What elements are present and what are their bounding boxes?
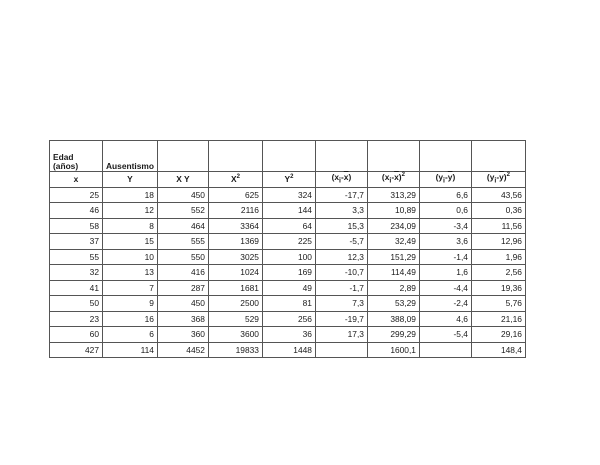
header-empty: [208, 141, 262, 172]
table-cell: 36: [262, 327, 315, 343]
header-x-deviation-squared-exp: 2: [401, 172, 405, 179]
table-row: [50, 296, 526, 312]
header-x-deviation-sub: i: [339, 178, 341, 186]
table-row: [50, 203, 526, 219]
table-cell: 25: [50, 187, 103, 203]
header-x-deviation-squared: [367, 172, 419, 188]
table-row: [50, 311, 526, 327]
header-y: Y: [103, 172, 158, 188]
header-x-deviation-squared-sub: i: [389, 178, 392, 186]
table-cell: 16: [103, 311, 158, 327]
header-y-deviation: [419, 172, 471, 188]
table-cell: 2,56: [471, 265, 525, 281]
table-cell: 1,6: [419, 265, 471, 281]
table-cell: 50: [50, 296, 103, 312]
header-x-deviation-pre: (x: [331, 172, 340, 183]
header-y-deviation-squared-mid: -: [496, 172, 500, 183]
table-cell: -2,4: [419, 296, 471, 312]
table-cell: 12,96: [471, 234, 525, 250]
table-cell: 19,36: [471, 280, 525, 296]
table-cell: 11,56: [471, 218, 525, 234]
totals-row: [50, 342, 526, 358]
table-cell: 550: [157, 249, 208, 265]
table-cell: 3364: [208, 218, 262, 234]
table-cell: -3,4: [419, 218, 471, 234]
table-cell: 41: [50, 280, 103, 296]
table-cell: 81: [262, 296, 315, 312]
table-cell: 256: [262, 311, 315, 327]
header-empty: [262, 141, 315, 172]
total-cell: [315, 342, 367, 358]
table-cell: 29,16: [471, 327, 525, 343]
table-row: [50, 234, 526, 250]
table-cell: 1,96: [471, 249, 525, 265]
table-cell: 464: [157, 218, 208, 234]
table-cell: 53,29: [367, 296, 419, 312]
table-cell: 416: [157, 265, 208, 281]
header-edad: [50, 141, 103, 172]
table-cell: 58: [50, 218, 103, 234]
table-cell: 6,6: [419, 187, 471, 203]
table-cell: 388,09: [367, 311, 419, 327]
table-cell: 55: [50, 249, 103, 265]
table-cell: 13: [103, 265, 158, 281]
header-y-deviation-squared: [471, 172, 525, 188]
table-cell: -10,7: [315, 265, 367, 281]
table-cell: 114,49: [367, 265, 419, 281]
total-cell: 148,4: [471, 342, 525, 358]
table-cell: 4,6: [419, 311, 471, 327]
table-row: [50, 280, 526, 296]
header-empty: [419, 141, 471, 172]
header-y-deviation-mid: -: [445, 172, 448, 183]
header-empty: [367, 141, 419, 172]
table-cell: 6: [103, 327, 158, 343]
header-y-deviation-squared-post: ): [503, 172, 507, 183]
table-cell: -19,7: [315, 311, 367, 327]
table-cell: 2,89: [367, 280, 419, 296]
table-cell: 18: [103, 187, 158, 203]
table-row: [50, 327, 526, 343]
table-cell: 7: [103, 280, 158, 296]
header-x-deviation-squared-pre: (x: [381, 172, 390, 183]
table-cell: 368: [157, 311, 208, 327]
table-cell: 21,16: [471, 311, 525, 327]
table-cell: 17,3: [315, 327, 367, 343]
table-cell: 169: [262, 265, 315, 281]
table-cell: 12: [103, 203, 158, 219]
header-x-deviation-squared-mid: -: [391, 172, 395, 183]
table-cell: 225: [262, 234, 315, 250]
header-y-deviation-sub: i: [443, 178, 445, 186]
header-empty: [471, 141, 525, 172]
header-x-squared-base: X: [230, 174, 237, 185]
table-cell: 43,56: [471, 187, 525, 203]
header-row-symbols: [50, 172, 526, 188]
header-ausentismo: Ausentismo: [103, 141, 158, 172]
table-cell: -17,7: [315, 187, 367, 203]
table-row: [50, 187, 526, 203]
total-cell: 114: [103, 342, 158, 358]
table-cell: 5,76: [471, 296, 525, 312]
table-cell: 234,09: [367, 218, 419, 234]
header-edad-line1: Edad: [53, 152, 74, 163]
table-cell: 15,3: [315, 218, 367, 234]
table-cell: 450: [157, 187, 208, 203]
table-cell: 1024: [208, 265, 262, 281]
header-row-labels: [50, 141, 526, 172]
table-cell: 450: [157, 296, 208, 312]
header-x-deviation-squared-post: ): [398, 172, 402, 183]
header-empty: [157, 141, 208, 172]
total-cell: 1600,1: [367, 342, 419, 358]
total-cell: 4452: [157, 342, 208, 358]
header-x-squared: [208, 172, 262, 188]
header-y-squared-exp: 2: [290, 174, 294, 181]
header-edad-line2: (años): [53, 160, 79, 171]
table-cell: 552: [157, 203, 208, 219]
table-cell: 555: [157, 234, 208, 250]
table-cell: 64: [262, 218, 315, 234]
total-cell: 19833: [208, 342, 262, 358]
table-cell: -1,7: [315, 280, 367, 296]
table-cell: 2500: [208, 296, 262, 312]
table-cell: 100: [262, 249, 315, 265]
header-y-deviation-bar: $\overline{y}$: [447, 172, 453, 183]
header-y-deviation-post: ): [452, 172, 456, 183]
table-row: [50, 218, 526, 234]
table-cell: 10,89: [367, 203, 419, 219]
table-cell: 9: [103, 296, 158, 312]
header-x-deviation-squared-bar: $\overline{x}$: [394, 172, 399, 183]
table-cell: -5,7: [315, 234, 367, 250]
header-x: x: [50, 172, 103, 188]
header-x-deviation-bar: $\overline{x}$: [343, 172, 349, 183]
data-table-container: [49, 140, 526, 358]
table-row: [50, 249, 526, 265]
header-x-deviation-mid: -: [341, 172, 344, 183]
table-cell: 3600: [208, 327, 262, 343]
table-cell: 625: [208, 187, 262, 203]
table-cell: 32,49: [367, 234, 419, 250]
table-cell: 3,6: [419, 234, 471, 250]
table-cell: 1369: [208, 234, 262, 250]
table-cell: 7,3: [315, 296, 367, 312]
header-y-deviation-squared-sub: i: [494, 178, 497, 186]
table-cell: 360: [157, 327, 208, 343]
table-cell: 8: [103, 218, 158, 234]
header-xy: X Y: [157, 172, 208, 188]
header-empty: [315, 141, 367, 172]
table-cell: 10: [103, 249, 158, 265]
header-y-squared: [262, 172, 315, 188]
table-cell: 144: [262, 203, 315, 219]
header-y-deviation-squared-exp: 2: [506, 172, 510, 179]
table-cell: 3,3: [315, 203, 367, 219]
table-cell: 324: [262, 187, 315, 203]
table-row: [50, 265, 526, 281]
table-cell: 151,29: [367, 249, 419, 265]
header-y-deviation-pre: (y: [435, 172, 444, 183]
header-y-deviation-squared-pre: (y: [486, 172, 495, 183]
header-y-squared-base: Y: [284, 174, 291, 185]
table-cell: 3025: [208, 249, 262, 265]
header-x-deviation: [315, 172, 367, 188]
table-cell: 287: [157, 280, 208, 296]
table-cell: -5,4: [419, 327, 471, 343]
table-cell: 299,29: [367, 327, 419, 343]
total-cell: [419, 342, 471, 358]
table-cell: 23: [50, 311, 103, 327]
table-cell: 1681: [208, 280, 262, 296]
table-cell: 46: [50, 203, 103, 219]
header-x-squared-exp: 2: [236, 174, 240, 181]
table-cell: 2116: [208, 203, 262, 219]
table-cell: 37: [50, 234, 103, 250]
header-y-deviation-squared-bar: $\overline{y}$: [499, 172, 504, 183]
statistics-table: [49, 140, 526, 358]
table-cell: 32: [50, 265, 103, 281]
header-x-deviation-post: ): [348, 172, 352, 183]
table-cell: 60: [50, 327, 103, 343]
table-cell: 0,6: [419, 203, 471, 219]
table-cell: 0,36: [471, 203, 525, 219]
table-cell: 15: [103, 234, 158, 250]
table-cell: -4,4: [419, 280, 471, 296]
table-cell: -1,4: [419, 249, 471, 265]
total-cell: 427: [50, 342, 103, 358]
table-cell: 313,29: [367, 187, 419, 203]
total-cell: 1448: [262, 342, 315, 358]
table-cell: 49: [262, 280, 315, 296]
table-cell: 12,3: [315, 249, 367, 265]
table-cell: 529: [208, 311, 262, 327]
